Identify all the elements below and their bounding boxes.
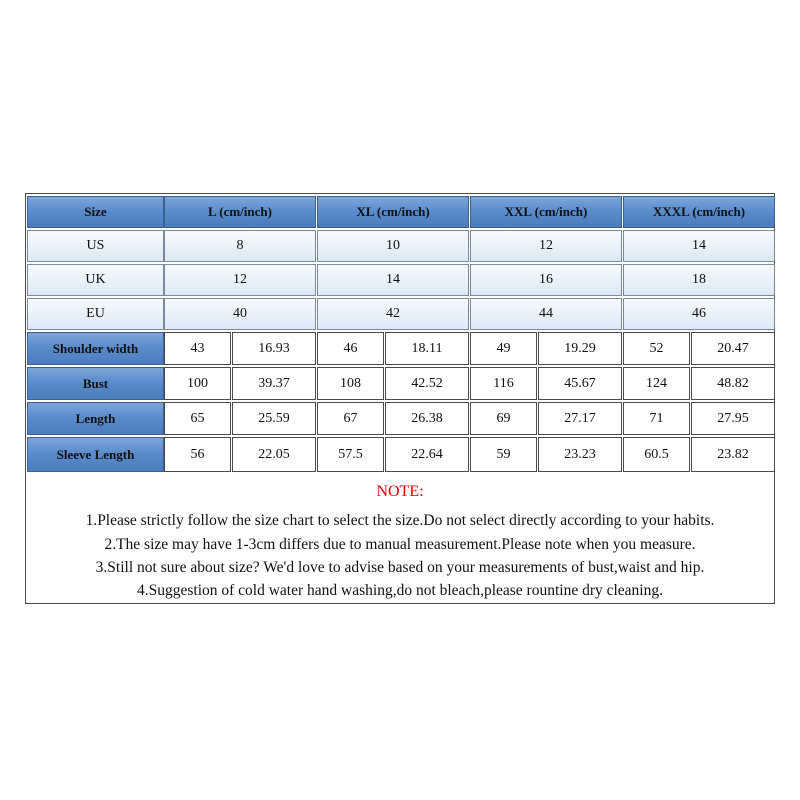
measurement-label: Length: [27, 402, 164, 435]
measurement-inch: 23.82: [691, 437, 775, 472]
measurement-cm: 71: [623, 402, 690, 435]
note-line-2: 2.The size may have 1-3cm differs due to manual measurement.Please note when you measure.: [104, 536, 696, 553]
measurement-inch: 25.59: [232, 402, 316, 435]
header-size-3: XXXL (cm/inch): [623, 196, 775, 228]
measurement-inch: 42.52: [385, 367, 469, 400]
measurement-cm: 56: [164, 437, 231, 472]
measurement-label: Sleeve Length: [27, 437, 164, 472]
measurement-cm: 69: [470, 402, 537, 435]
region-value: 16: [470, 264, 622, 296]
note-section: [26, 475, 774, 603]
region-value: 10: [317, 230, 469, 262]
note-line-1: 1.Please strictly follow the size chart to select the size.Do not select directly according to your habits.: [85, 512, 715, 529]
measurement-label: Bust: [27, 367, 164, 400]
measurement-cm: 60.5: [623, 437, 690, 472]
region-value: 18: [623, 264, 775, 296]
region-value: 14: [317, 264, 469, 296]
region-value: 14: [623, 230, 775, 262]
region-label-us: US: [27, 230, 164, 262]
measurement-inch: 22.05: [232, 437, 316, 472]
measurement-inch: 45.67: [538, 367, 622, 400]
region-value: 44: [470, 298, 622, 330]
measurement-inch: 26.38: [385, 402, 469, 435]
measurement-label: Shoulder width: [27, 332, 164, 365]
measurement-cm: 49: [470, 332, 537, 365]
measurement-inch: 20.47: [691, 332, 775, 365]
header-size-2: XXL (cm/inch): [470, 196, 622, 228]
region-value: 8: [164, 230, 316, 262]
measurement-cm: 124: [623, 367, 690, 400]
measurement-cm: 100: [164, 367, 231, 400]
region-value: 46: [623, 298, 775, 330]
measurement-cm: 43: [164, 332, 231, 365]
measurement-cm: 108: [317, 367, 384, 400]
note-line-3: 3.Still not sure about size? We'd love to advise based on your measurements of bust,waist and hip.: [95, 559, 705, 576]
measurement-inch: 39.37: [232, 367, 316, 400]
measurement-cm: 57.5: [317, 437, 384, 472]
header-size-label: Size: [27, 196, 164, 228]
region-label-eu: EU: [27, 298, 164, 330]
measurement-inch: 48.82: [691, 367, 775, 400]
measurement-cm: 116: [470, 367, 537, 400]
measurement-inch: 27.17: [538, 402, 622, 435]
note-title: NOTE:: [376, 483, 424, 500]
measurement-inch: 27.95: [691, 402, 775, 435]
note-line-4: 4.Suggestion of cold water hand washing,do not bleach,please rountine dry cleaning.: [136, 582, 663, 599]
measurement-cm: 46: [317, 332, 384, 365]
measurement-inch: 22.64: [385, 437, 469, 472]
measurement-cm: 67: [317, 402, 384, 435]
region-value: 40: [164, 298, 316, 330]
region-value: 12: [164, 264, 316, 296]
measurement-cm: 52: [623, 332, 690, 365]
header-size-0: L (cm/inch): [164, 196, 316, 228]
measurement-inch: 16.93: [232, 332, 316, 365]
region-value: 12: [470, 230, 622, 262]
region-label-uk: UK: [27, 264, 164, 296]
measurement-inch: 19.29: [538, 332, 622, 365]
measurement-cm: 59: [470, 437, 537, 472]
measurement-cm: 65: [164, 402, 231, 435]
measurement-inch: 23.23: [538, 437, 622, 472]
header-size-1: XL (cm/inch): [317, 196, 469, 228]
region-value: 42: [317, 298, 469, 330]
measurement-inch: 18.11: [385, 332, 469, 365]
